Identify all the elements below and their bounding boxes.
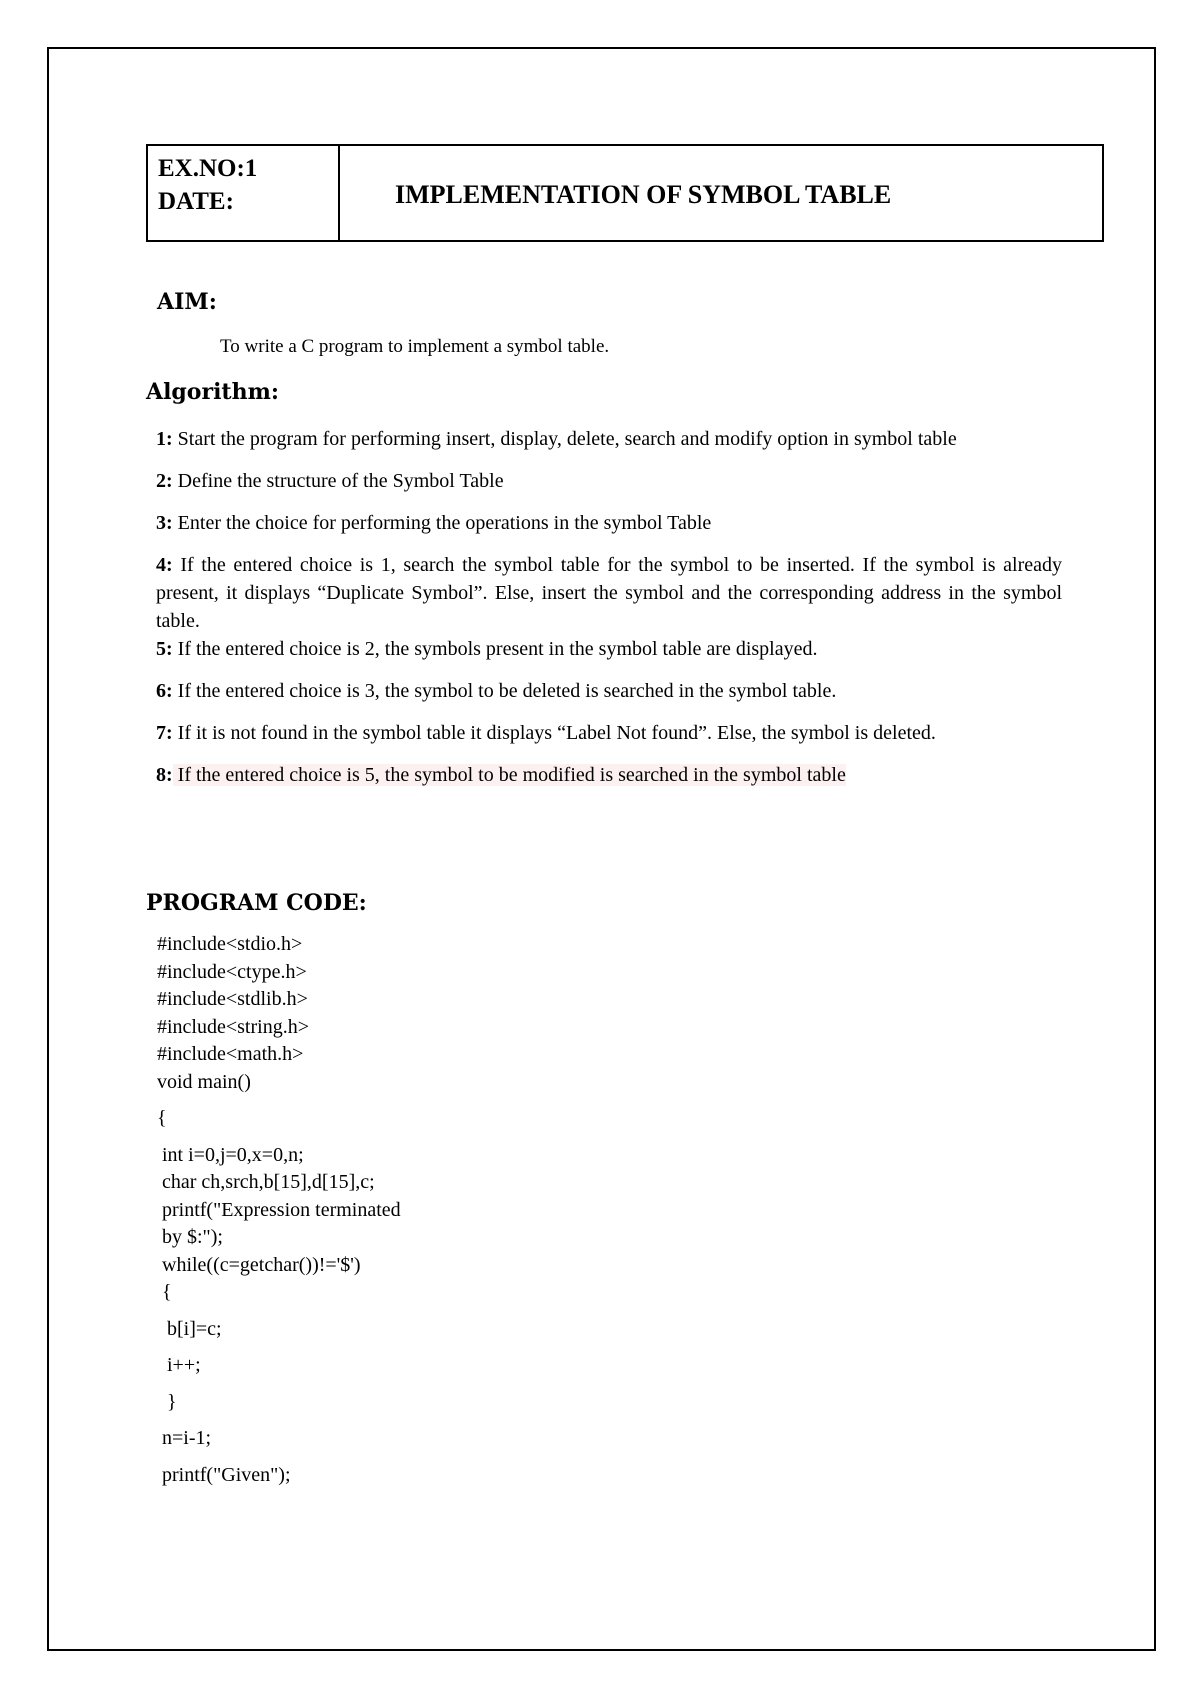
algorithm-step: 3: Enter the choice for performing the operations in the symbol Table — [156, 512, 712, 534]
aim-text: To write a C program to implement a symbol table. — [220, 336, 610, 357]
code-line: #include<math.h> — [157, 1043, 304, 1065]
code-line: #include<stdlib.h> — [157, 988, 308, 1010]
algorithm-steps — [156, 425, 1062, 789]
header-meta-cell — [148, 146, 340, 240]
code-line: printf("Given"); — [157, 1463, 291, 1486]
algorithm-step: 1: Start the program for performing insert, display, delete, search and modify option in symbol table — [156, 428, 957, 450]
code-line: i++; — [157, 1354, 201, 1376]
aim-heading: AIM: — [157, 289, 217, 315]
code-line: printf("Expression terminated — [157, 1198, 401, 1221]
code-line: { — [157, 1107, 167, 1129]
header-table — [146, 144, 1104, 242]
program-code-heading: PROGRAM CODE: — [146, 890, 367, 916]
code-line: } — [157, 1390, 177, 1413]
code-line: int i=0,j=0,x=0,n; — [157, 1143, 304, 1166]
algorithm-heading: Algorithm: — [146, 379, 279, 405]
code-line: while((c=getchar())!='$') — [157, 1253, 361, 1276]
algorithm-step: 8: If the entered choice is 5, the symbol to be modified is searched in the symbol table — [156, 764, 846, 786]
header-title-cell — [340, 146, 1102, 240]
code-line: #include<ctype.h> — [157, 960, 307, 983]
code-line: n=i-1; — [157, 1427, 212, 1449]
algorithm-step: 2: Define the structure of the Symbol Table — [156, 470, 504, 492]
code-line: void main() — [157, 1070, 251, 1093]
code-line: { — [157, 1281, 172, 1303]
code-line: b[i]=c; — [157, 1317, 222, 1340]
code-line: #include<stdio.h> — [157, 933, 303, 955]
algorithm-step: 6: If the entered choice is 3, the symbol to be deleted is searched in the symbol table. — [156, 680, 837, 702]
exercise-number: EX.NO:1 — [158, 155, 258, 182]
code-line: #include<string.h> — [157, 1015, 309, 1038]
date-label: DATE: — [158, 188, 234, 215]
algorithm-step: 7: If it is not found in the symbol table it displays “Label Not found”. Else, the symbol is deleted. — [156, 722, 936, 744]
code-line: char ch,srch,b[15],d[15],c; — [157, 1171, 375, 1193]
code-line: by $:"); — [157, 1226, 223, 1248]
algorithm-step: 5: If the entered choice is 2, the symbols present in the symbol table are displayed. — [156, 638, 818, 660]
document-title: IMPLEMENTATION OF SYMBOL TABLE — [395, 180, 892, 209]
algorithm-step: 4: If the entered choice is 1, search the symbol table for the symbol to be inserted. If the symbol is already present, it displays “Duplicate Symbol”. Else, insert the symbol and the corresponding address in the symbol table. — [156, 554, 1062, 632]
program-code-block — [157, 931, 401, 1489]
